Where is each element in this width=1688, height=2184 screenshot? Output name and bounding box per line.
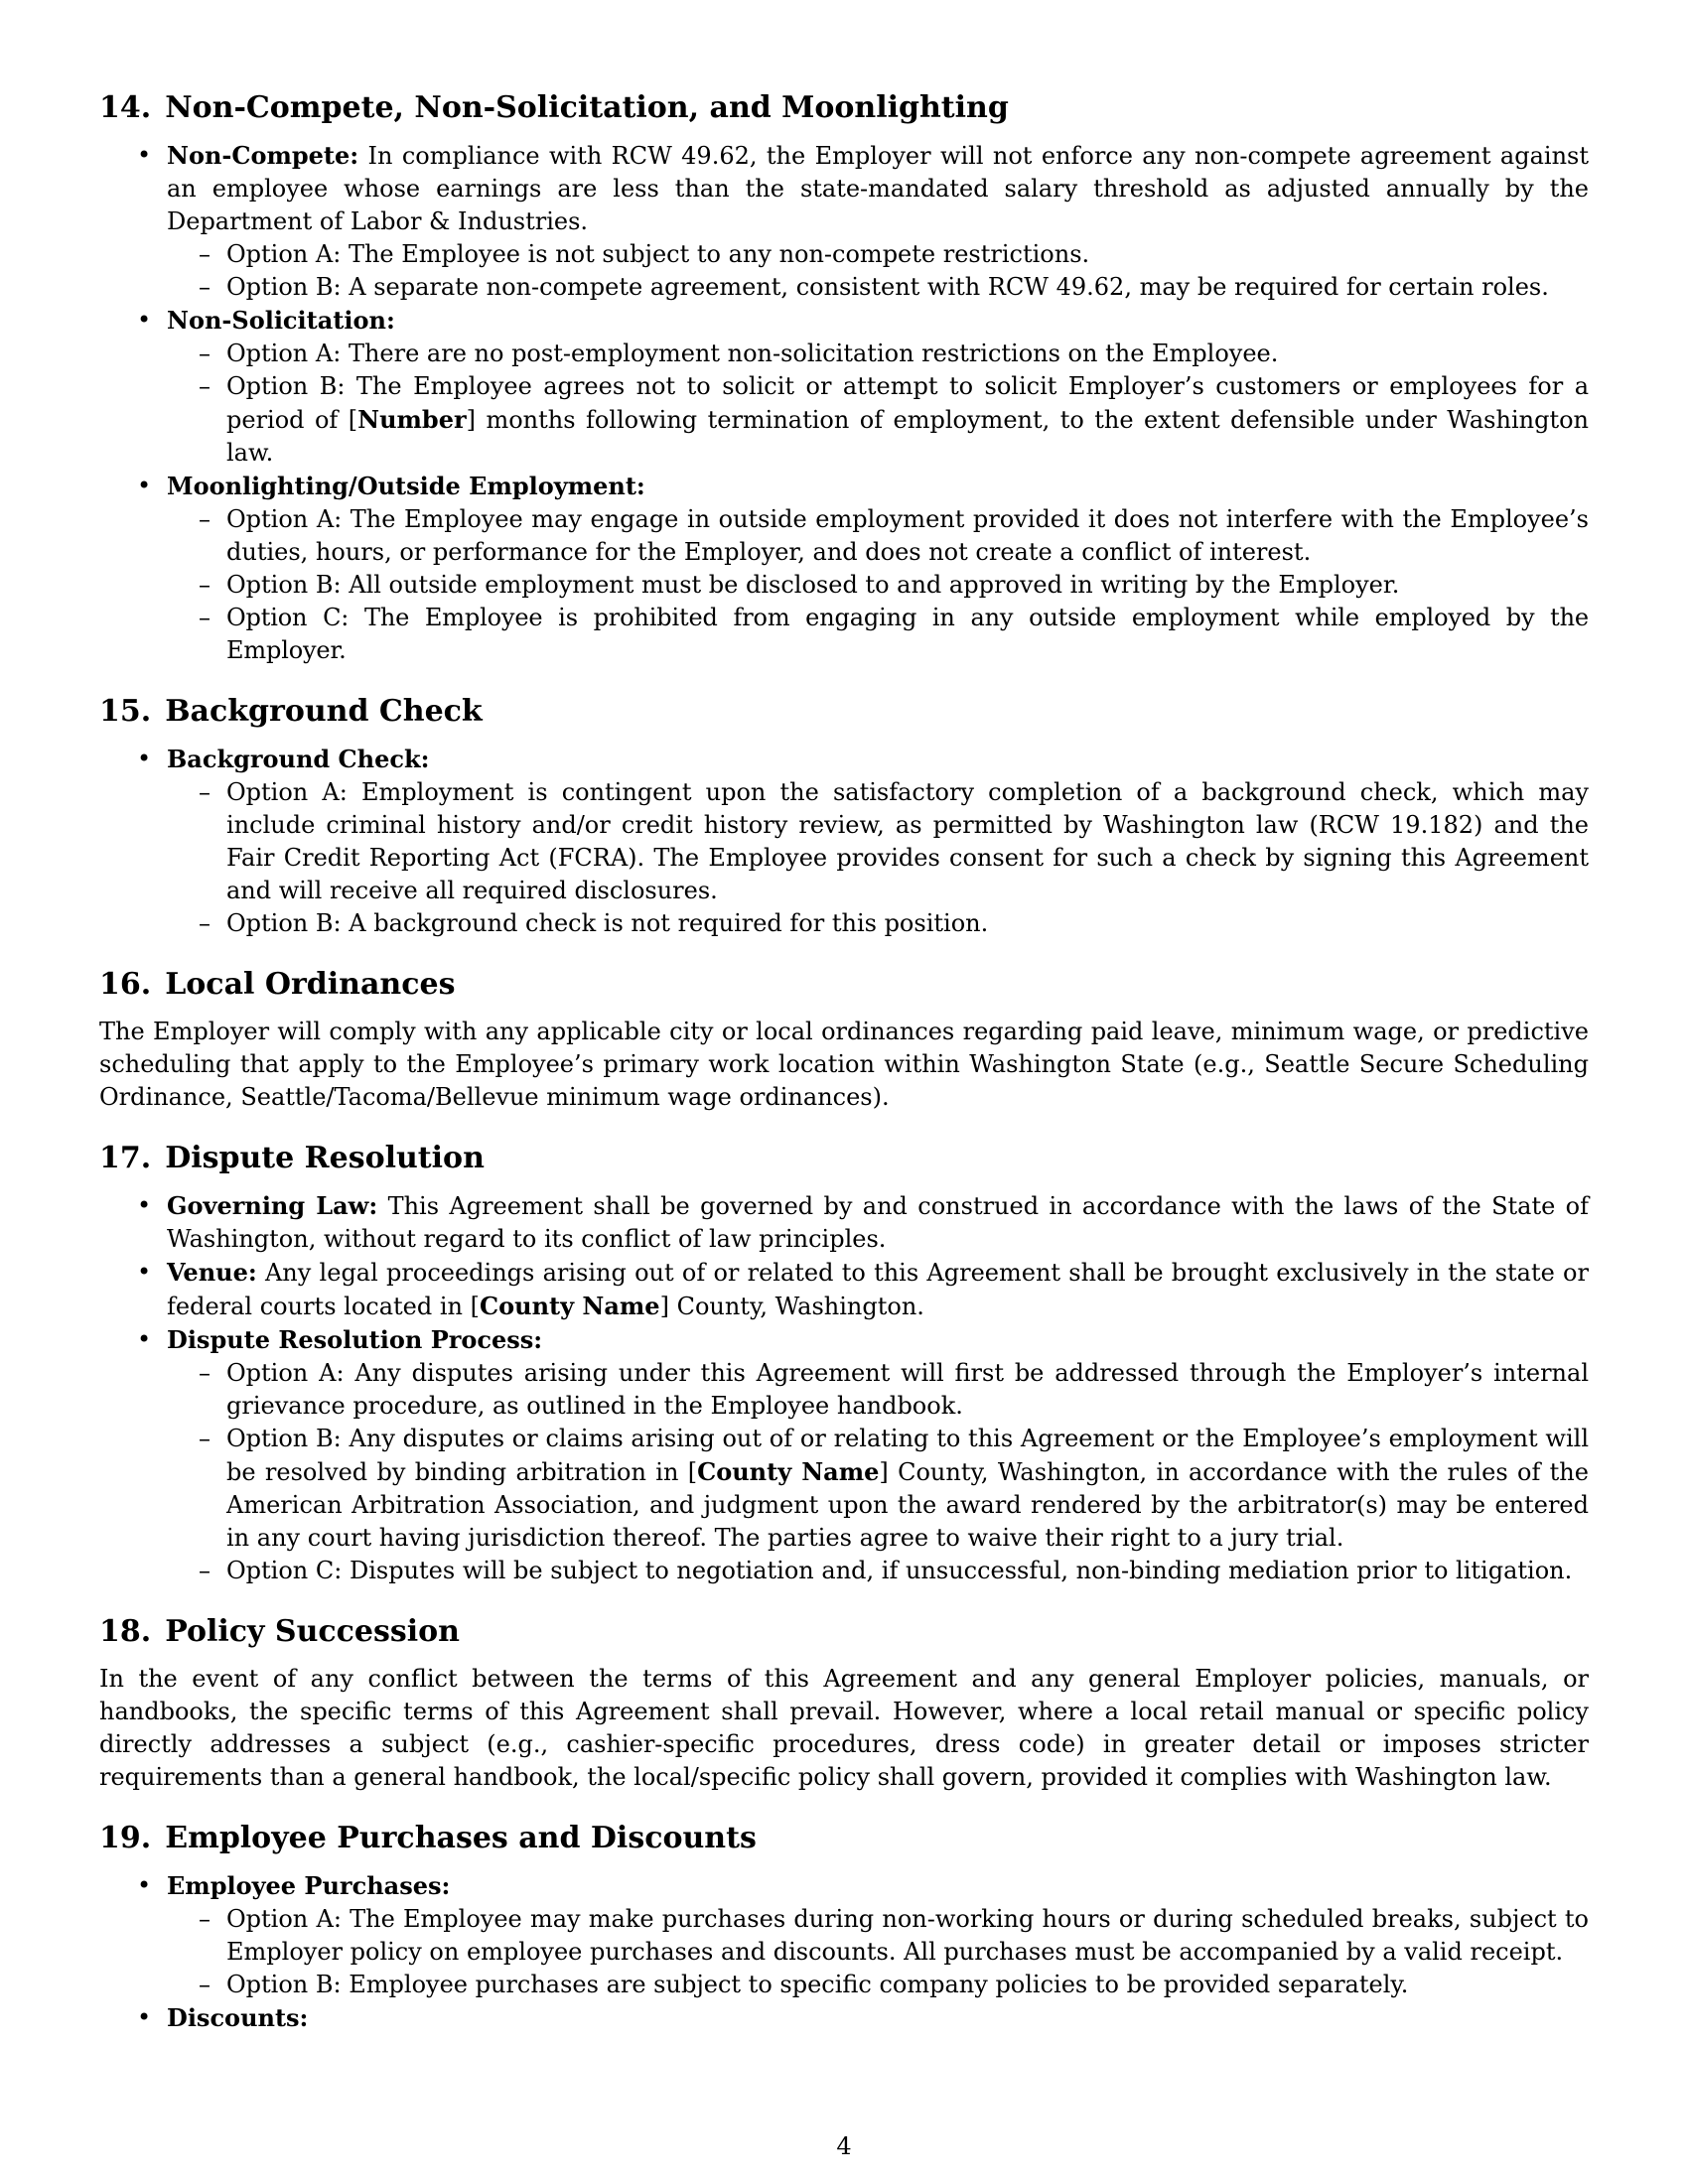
dash-icon: – xyxy=(199,1971,211,1998)
option-item: – Option B: Any disputes or claims arising out of or relating to this Agreement or the Employee’s employment will be resolved by binding arbitration in [County Name] County, Washington, in accordance with the rules of the American Arbitration Association, and judgment upon the award rendered by the arbitrator(s) may be entered in any court having jurisdiction thereof. The parties agree to waive their right to a jury trial. xyxy=(199,1425,1589,1552)
dash-icon: – xyxy=(199,340,211,367)
section-number: 17. xyxy=(99,1141,152,1175)
page-number: 4 xyxy=(836,2132,852,2160)
list-item xyxy=(99,1323,1589,1587)
placeholder-county-name: County Name xyxy=(480,1292,660,1320)
dash-icon: – xyxy=(199,505,211,533)
option-list xyxy=(167,338,1589,470)
item-text: In compliance with RCW 49.62, the Employer will not enforce any non-compete agreement against an employee whose earnings are less than the state-mandated salary threshold as adjusted annually by the Department of Labor & Industries. xyxy=(167,142,1589,235)
option-item: – Option B: A background check is not required for this position. xyxy=(167,907,1589,940)
dash-icon: – xyxy=(199,240,211,268)
item-label: Venue: xyxy=(167,1258,257,1287)
bullet-list xyxy=(99,1869,1589,2035)
section-heading xyxy=(99,1613,1589,1651)
list-item xyxy=(99,1869,1589,2001)
section-title: Non-Compete, Non-Solicitation, and Moonlighting xyxy=(165,90,1009,125)
section-heading xyxy=(99,1820,1589,1857)
bullet-icon: • xyxy=(137,2003,152,2031)
item-text: Any legal proceedings arising out of or related to this Agreement shall be brought exclusively in the state or federal courts located in xyxy=(167,1259,1589,1320)
dash-icon: – xyxy=(199,778,211,806)
option-list xyxy=(167,1357,1589,1587)
section-title: Policy Succession xyxy=(165,1614,460,1649)
list-item xyxy=(99,304,1589,470)
bullet-list xyxy=(99,1189,1589,1587)
option-item: – Option A: The Employee is not subject to any non-compete restrictions. xyxy=(167,238,1589,271)
list-item xyxy=(99,139,1589,304)
item-label: Discounts: xyxy=(167,2003,309,2032)
section-14 xyxy=(99,89,1589,667)
section-18 xyxy=(99,1613,1589,1794)
section-heading xyxy=(99,966,1589,1004)
bullet-icon: • xyxy=(137,1325,152,1353)
section-body: In the event of any conflict between the terms of this Agreement and any general Employer policies, manuals, or handbooks, the specific terms of this Agreement shall prevail. However, where a local retail manual or specific policy directly addresses a subject (e.g., cashier-specific procedures, dress code) in greater detail or imposes stricter requirements than a general handbook, the local/specific policy shall govern, provided it complies with Washington law. xyxy=(99,1665,1589,1791)
section-number: 19. xyxy=(99,1821,152,1855)
option-list xyxy=(167,1903,1589,2001)
dash-icon: – xyxy=(199,1425,211,1452)
option-item: – Option A: There are no post-employment non-solicitation restrictions on the Employee. xyxy=(167,338,1589,370)
document-page xyxy=(99,89,1589,2061)
option-item: – Option B: The Employee agrees not to solicit or attempt to solicit Employer’s customers or employees for a period of [Number] months following termination of employment, to the extent defensible under Washington law. xyxy=(199,372,1589,467)
section-number: 14. xyxy=(99,90,152,125)
dash-icon: – xyxy=(199,909,211,937)
item-label: Dispute Resolution Process: xyxy=(167,1325,543,1354)
placeholder-number: Number xyxy=(357,405,467,434)
section-title: Background Check xyxy=(165,694,483,729)
dash-icon: – xyxy=(199,372,211,400)
section-15 xyxy=(99,693,1589,940)
dash-icon: – xyxy=(199,1905,211,1933)
item-label: Background Check: xyxy=(167,745,430,773)
option-item: – Option A: Employment is contingent upon the satisfactory completion of a background check, which may include criminal history and/or credit history review, as permitted by Washington law (RCW 19.182) and the Fair Credit Reporting Act (FCRA). The Employee provides consent for such a check by signing this Agreement and will receive all required disclosures. xyxy=(199,778,1589,904)
option-item: – Option A: Any disputes arising under this Agreement will first be addressed through the Employer’s internal grievance procedure, as outlined in the Employee handbook. xyxy=(199,1359,1589,1420)
option-item: – Option A: The Employee may make purchases during non-working hours or during scheduled breaks, subject to Employer policy on employee purchases and discounts. All purchases must be accompanied by a valid receipt. xyxy=(199,1905,1589,1966)
section-17 xyxy=(99,1140,1589,1587)
option-item: – Option B: All outside employment must be disclosed to and approved in writing by the Employer. xyxy=(167,569,1589,602)
list-item xyxy=(99,743,1589,940)
section-number: 15. xyxy=(99,694,152,729)
placeholder-county-name: County Name xyxy=(697,1457,880,1486)
bullet-icon: • xyxy=(137,1191,152,1219)
bullet-icon: • xyxy=(137,1871,152,1899)
section-number: 18. xyxy=(99,1614,152,1649)
option-list xyxy=(167,776,1589,940)
option-list xyxy=(167,503,1589,667)
section-16 xyxy=(99,966,1589,1114)
list-item: • Venue: Any legal proceedings arising out of or related to this Agreement shall be brought exclusively in the state or federal courts located in [County Name] County, Washington. xyxy=(137,1258,1589,1320)
bullet-icon: • xyxy=(137,472,152,499)
bullet-list xyxy=(99,743,1589,940)
option-item: – Option C: The Employee is prohibited from engaging in any outside employment while employed by the Employer. xyxy=(199,604,1589,664)
item-label: Governing Law: xyxy=(167,1191,378,1220)
dash-icon: – xyxy=(199,604,211,631)
item-label: Employee Purchases: xyxy=(167,1871,451,1900)
option-list xyxy=(167,238,1589,304)
bullet-icon: • xyxy=(137,745,152,772)
option-item: – Option A: The Employee may engage in outside employment provided it does not interfere with the Employee’s duties, hours, or performance for the Employer, and does not create a conflict of interest. xyxy=(199,505,1589,566)
section-title: Dispute Resolution xyxy=(165,1141,485,1175)
section-number: 16. xyxy=(99,967,152,1002)
bullet-list xyxy=(99,139,1589,667)
bullet-icon: • xyxy=(137,141,152,169)
section-title: Local Ordinances xyxy=(165,967,456,1002)
bullet-icon: • xyxy=(137,306,152,334)
list-item xyxy=(99,2001,1589,2035)
list-item xyxy=(99,470,1589,667)
item-label: Non-Solicitation: xyxy=(167,306,395,335)
section-heading xyxy=(99,693,1589,731)
dash-icon: – xyxy=(199,273,211,301)
item-text: This Agreement shall be governed by and construed in accordance with the laws of the State of Washington, without regard to its conflict of law principles. xyxy=(167,1192,1589,1253)
section-body: The Employer will comply with any applicable city or local ordinances regarding paid leave, minimum wage, or predictive scheduling that apply to the Employee’s primary work location within Washington State (e.g., Seattle Secure Scheduling Ordinance, Seattle/Tacoma/Bellevue minimum wage ordinances). xyxy=(99,1018,1589,1111)
item-label: Non-Compete: xyxy=(167,141,359,170)
list-item xyxy=(99,1189,1589,1256)
dash-icon: – xyxy=(199,571,211,599)
dash-icon: – xyxy=(199,1359,211,1387)
option-item: – Option B: Employee purchases are subject to specific company policies to be provided separately. xyxy=(167,1969,1589,2001)
item-label: Moonlighting/Outside Employment: xyxy=(167,472,645,500)
section-title: Employee Purchases and Discounts xyxy=(165,1821,757,1855)
option-item: – Option C: Disputes will be subject to negotiation and, if unsuccessful, non-binding mediation prior to litigation. xyxy=(167,1555,1589,1587)
option-item: – Option B: A separate non-compete agreement, consistent with RCW 49.62, may be required for certain roles. xyxy=(167,271,1589,304)
bullet-icon: • xyxy=(137,1258,152,1286)
section-heading xyxy=(99,89,1589,127)
section-heading xyxy=(99,1140,1589,1177)
dash-icon: – xyxy=(199,1557,211,1584)
section-19 xyxy=(99,1820,1589,2035)
